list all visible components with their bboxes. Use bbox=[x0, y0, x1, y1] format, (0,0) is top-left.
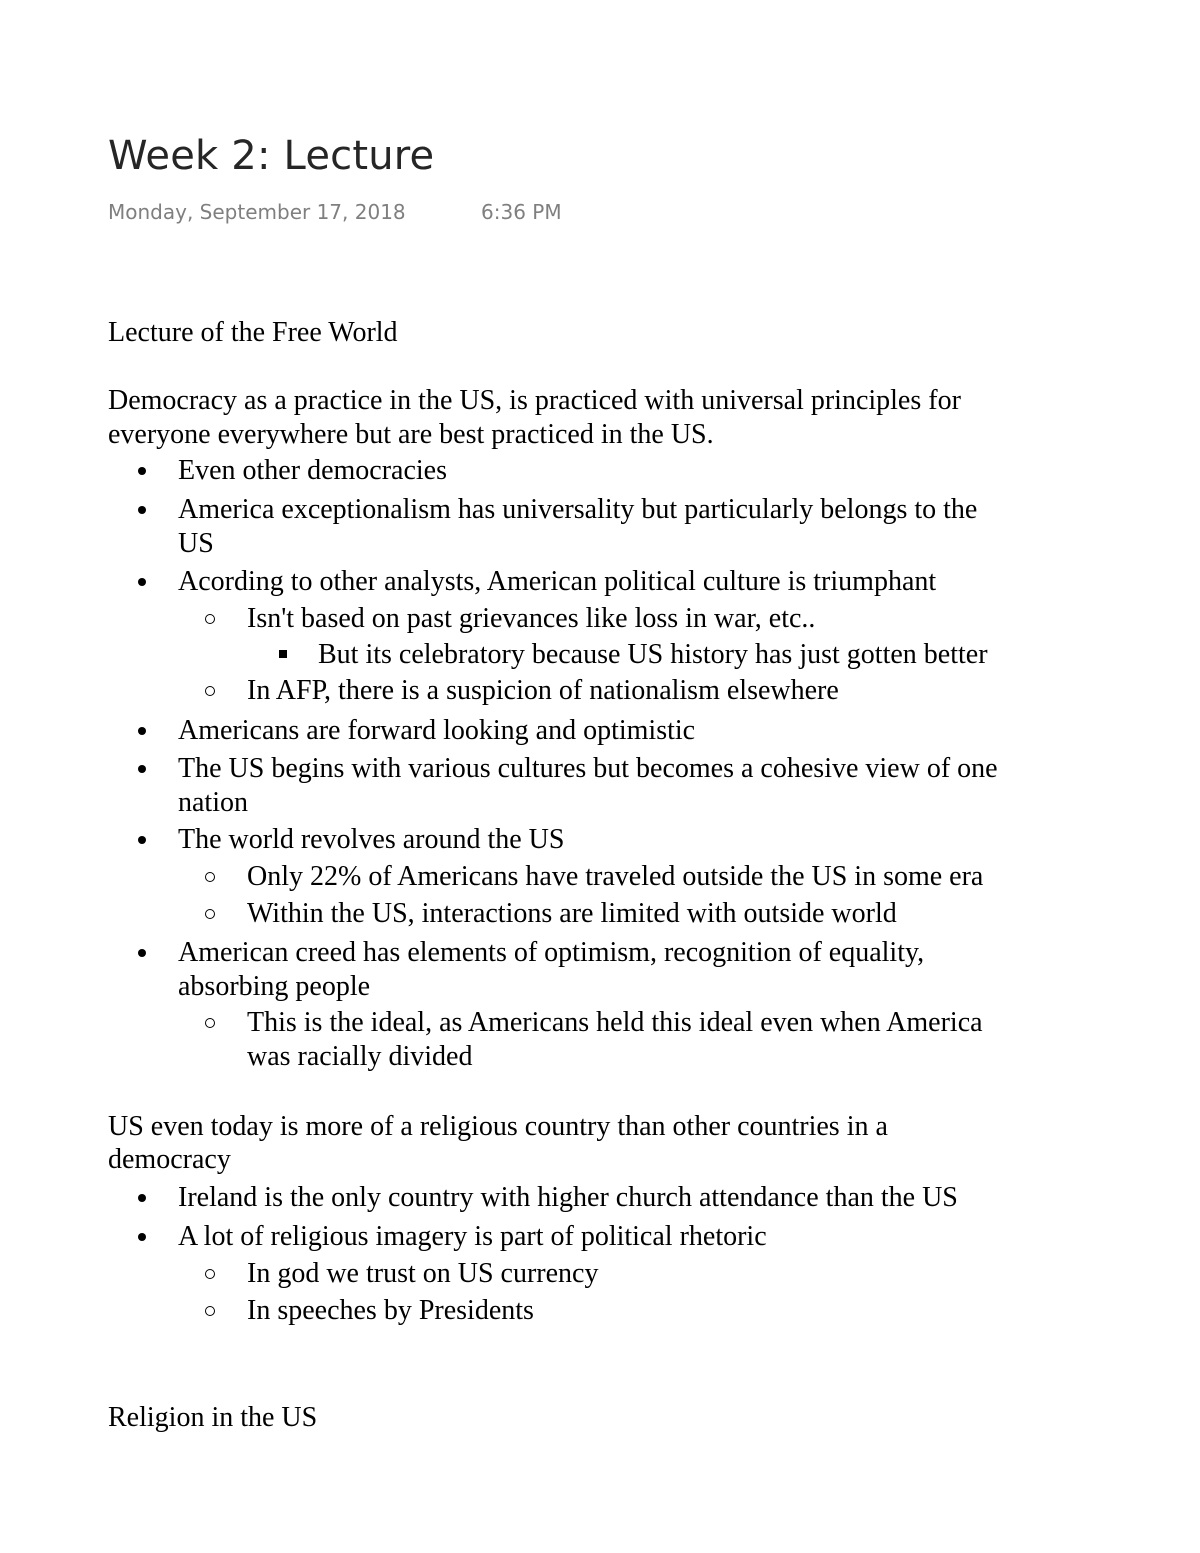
list-item-continuation: absorbing people bbox=[178, 971, 371, 1002]
bullet-icon bbox=[138, 506, 146, 514]
circle-bullet-icon bbox=[205, 909, 215, 919]
list-item: But its celebratory because US history has just gotten better bbox=[318, 639, 988, 670]
list-item: Only 22% of Americans have traveled outside the US in some era bbox=[247, 861, 984, 892]
list-item: Ireland is the only country with higher church attendance than the US bbox=[178, 1182, 958, 1213]
bullet-icon bbox=[138, 578, 146, 586]
section-heading: Lecture of the Free World bbox=[108, 317, 398, 348]
bullet-icon bbox=[138, 836, 146, 844]
bullet-icon bbox=[138, 949, 146, 957]
circle-bullet-icon bbox=[205, 1306, 215, 1316]
list-item: In god we trust on US currency bbox=[247, 1258, 599, 1289]
circle-bullet-icon bbox=[205, 872, 215, 882]
list-item: Isn't based on past grievances like loss in war, etc.. bbox=[247, 603, 816, 634]
paragraph-line: US even today is more of a religious country than other countries in a bbox=[108, 1111, 888, 1142]
circle-bullet-icon bbox=[205, 1018, 215, 1028]
note-date: Monday, September 17, 2018 bbox=[108, 200, 406, 224]
list-item: Even other democracies bbox=[178, 455, 447, 486]
list-item: The world revolves around the US bbox=[178, 824, 565, 855]
note-time: 6:36 PM bbox=[481, 200, 562, 224]
list-item: American creed has elements of optimism, recognition of equality, bbox=[178, 937, 925, 968]
paragraph-line: Democracy as a practice in the US, is practiced with universal principles for bbox=[108, 385, 961, 416]
circle-bullet-icon bbox=[205, 686, 215, 696]
paragraph-line: democracy bbox=[108, 1144, 231, 1175]
bullet-icon bbox=[138, 1233, 146, 1241]
list-item: In speeches by Presidents bbox=[247, 1295, 534, 1326]
list-item: A lot of religious imagery is part of political rhetoric bbox=[178, 1221, 767, 1252]
list-item-continuation: was racially divided bbox=[247, 1041, 473, 1072]
bullet-icon bbox=[138, 727, 146, 735]
list-item: Americans are forward looking and optimistic bbox=[178, 715, 696, 746]
list-item-continuation: US bbox=[178, 528, 214, 559]
section-heading: Religion in the US bbox=[108, 1402, 318, 1433]
paragraph-line: everyone everywhere but are best practiced in the US. bbox=[108, 419, 714, 450]
list-item: Within the US, interactions are limited with outside world bbox=[247, 898, 897, 929]
list-item: In AFP, there is a suspicion of nationalism elsewhere bbox=[247, 675, 839, 706]
circle-bullet-icon bbox=[205, 614, 215, 624]
bullet-icon bbox=[138, 1194, 146, 1202]
bullet-icon bbox=[138, 765, 146, 773]
bullet-icon bbox=[138, 467, 146, 475]
page-title: Week 2: Lecture bbox=[108, 133, 435, 179]
list-item-continuation: nation bbox=[178, 787, 248, 818]
list-item: Acording to other analysts, American political culture is triumphant bbox=[178, 566, 937, 597]
list-item: America exceptionalism has universality but particularly belongs to the bbox=[178, 494, 978, 525]
list-item: The US begins with various cultures but becomes a cohesive view of one bbox=[178, 753, 998, 784]
square-bullet-icon bbox=[279, 650, 287, 658]
list-item: This is the ideal, as Americans held this ideal even when America bbox=[247, 1007, 983, 1038]
circle-bullet-icon bbox=[205, 1269, 215, 1279]
